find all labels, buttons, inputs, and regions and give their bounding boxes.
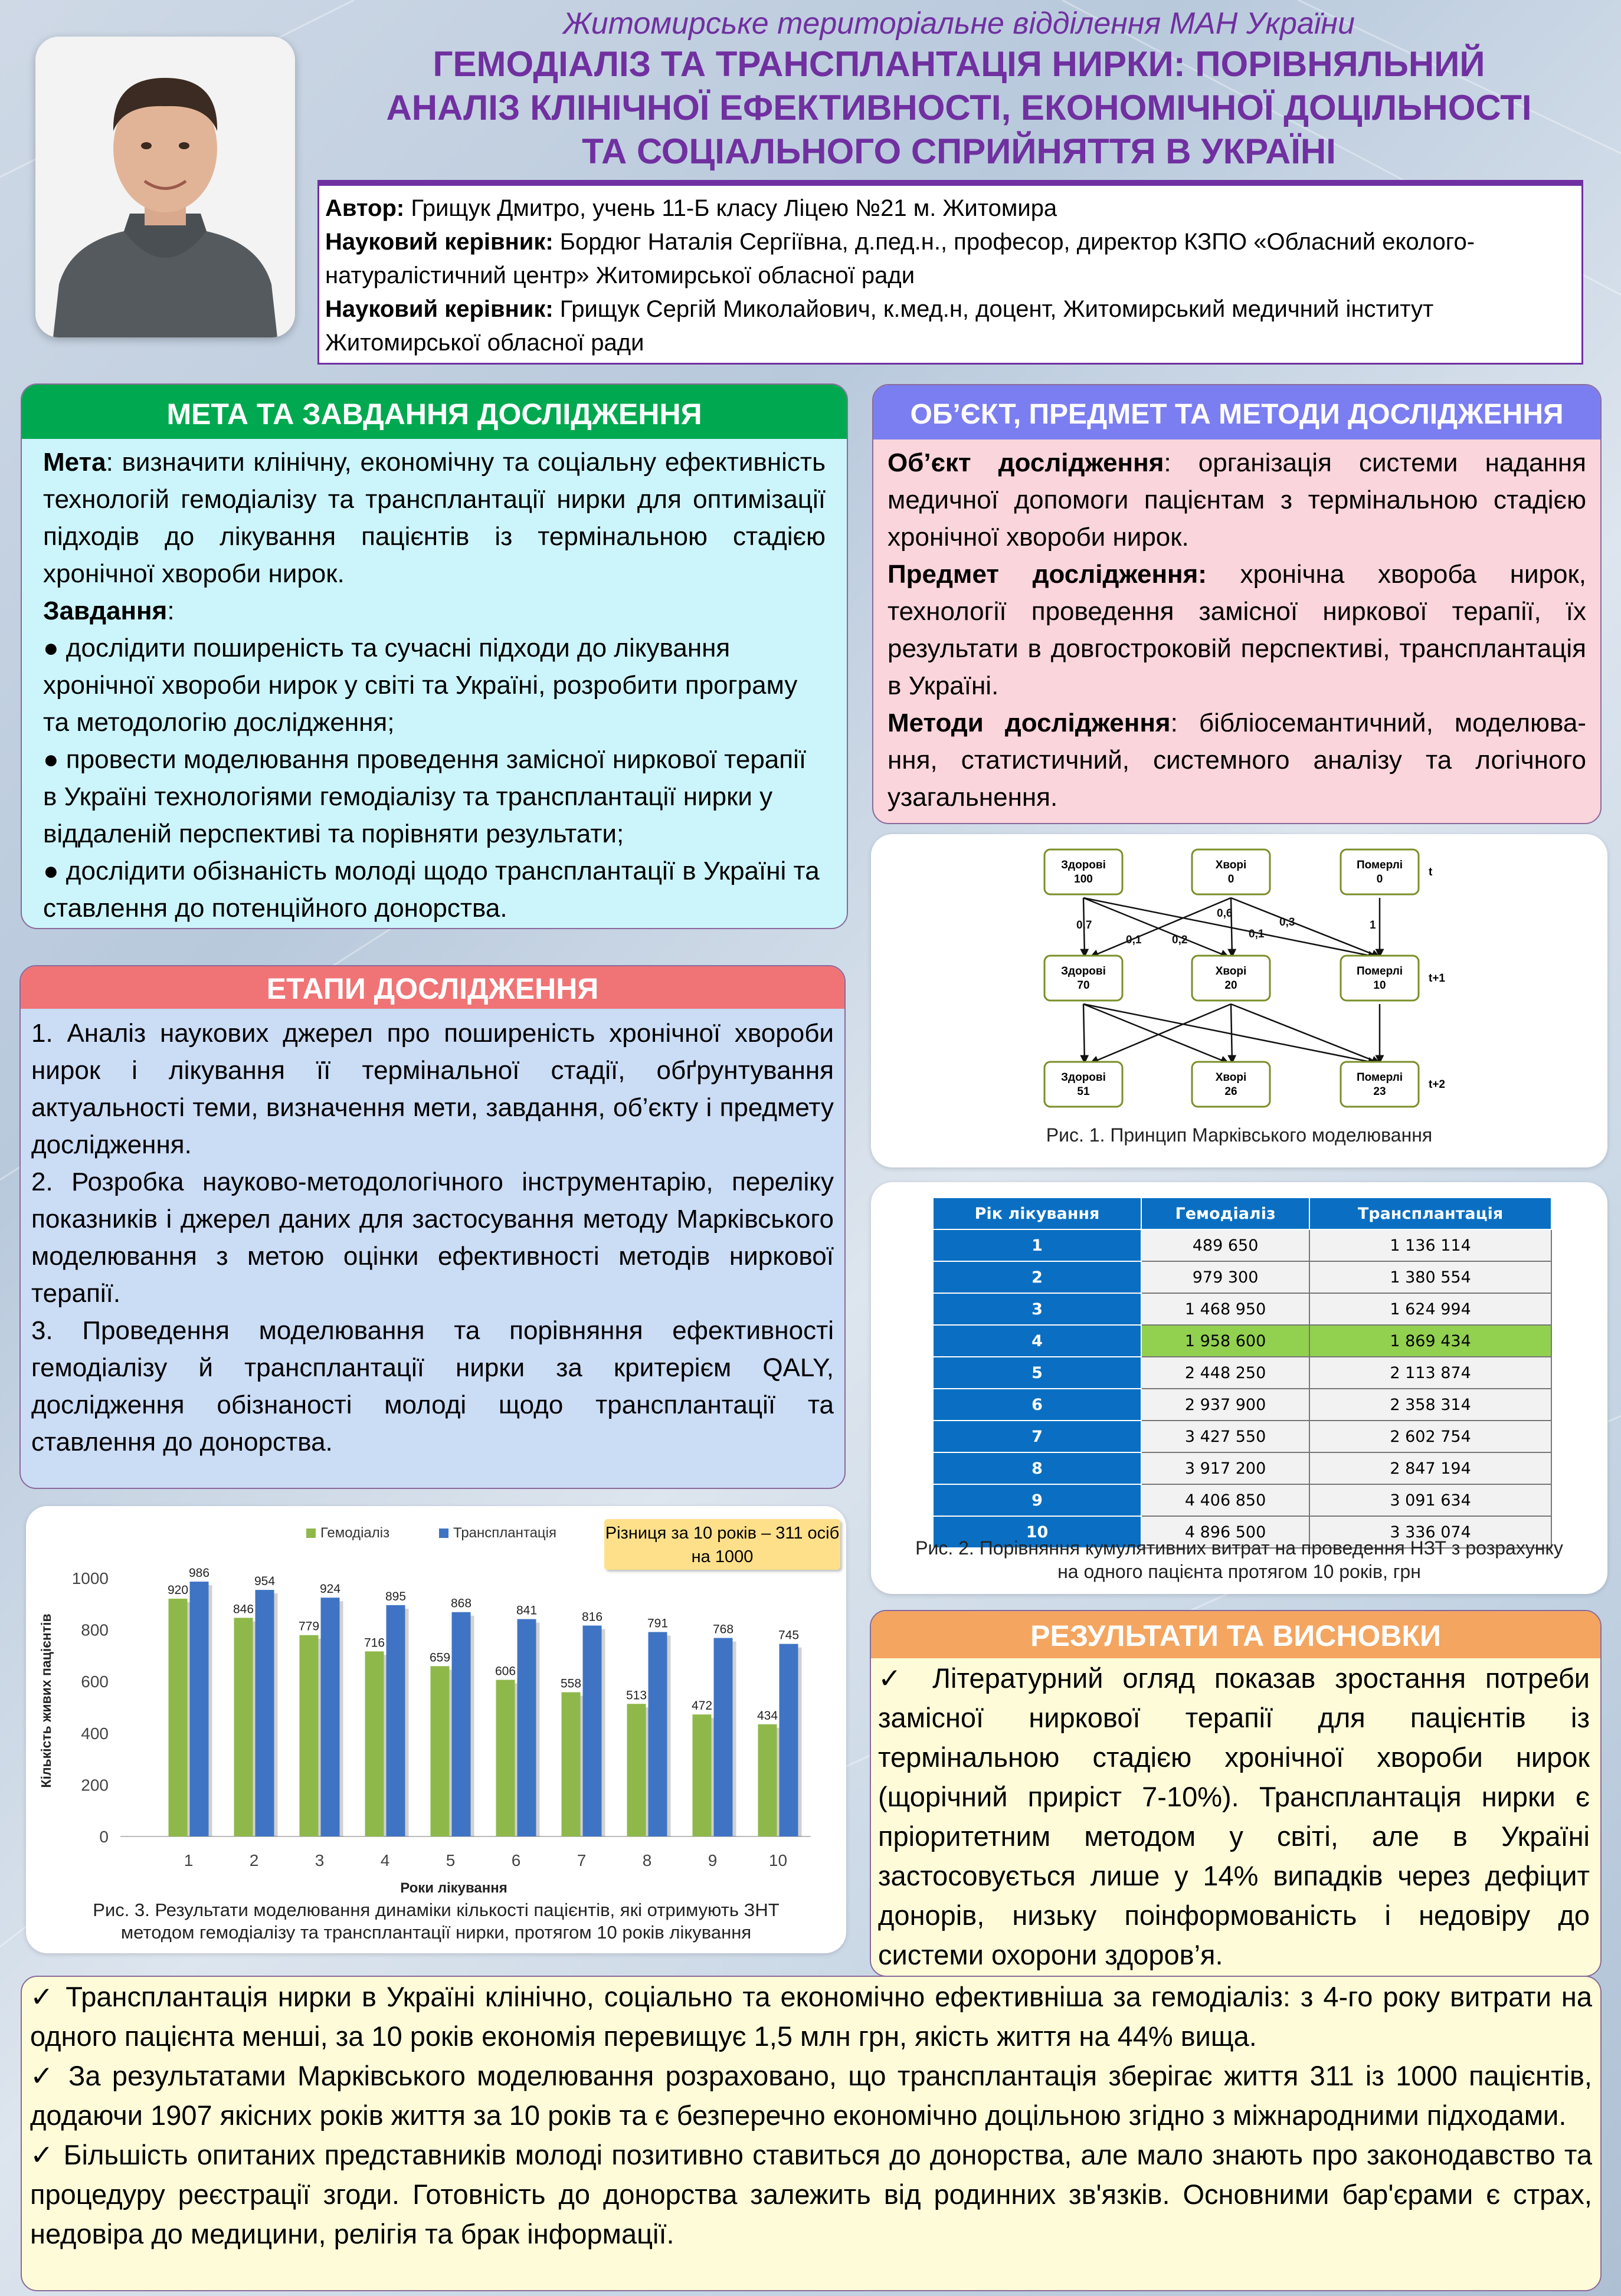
table-cell-transplant: 3 336 074	[1309, 1516, 1551, 1548]
bar	[169, 1599, 188, 1836]
legend-swatch	[306, 1529, 316, 1538]
bar	[714, 1638, 733, 1836]
author-line	[325, 192, 1576, 225]
bar-shadow	[733, 1642, 736, 1836]
table-row	[933, 1229, 1551, 1261]
bar-shadow	[667, 1635, 671, 1836]
table-cell-transplant: 1 869 434	[1309, 1325, 1551, 1357]
bar-value-label: 434	[757, 1708, 778, 1723]
markov-node	[1341, 849, 1419, 894]
markov-node	[1341, 1062, 1419, 1107]
stages-body	[21, 1009, 844, 1467]
bar-value-label: 895	[385, 1589, 407, 1603]
bar	[190, 1582, 209, 1836]
supervisor-2-text: Грищук Сергій Миколайович, к.мед.н, доцент, Житомирський медичний інститут Житомирської обласної ради	[325, 296, 1434, 356]
bar-value-label: 920	[167, 1583, 189, 1597]
author-text: Грищук Дмитро, учень 11-Б класу Ліцею №21 м. Житомира	[404, 195, 1057, 221]
markov-node-value: 26	[1224, 1085, 1237, 1098]
bar-shadow	[602, 1629, 605, 1836]
x-tick-label: 1	[184, 1851, 194, 1869]
table-cell-hemodialysis: 2 448 250	[1141, 1357, 1309, 1389]
x-axis-label: Роки лікування	[400, 1880, 507, 1896]
markov-node	[1341, 956, 1419, 1001]
x-tick-label: 8	[642, 1851, 652, 1869]
stage-item: 3. Проведення моделювання та порівняння ефективності гемодіалізу й трансплантації нирки за критерієм QALY, дослідження обізнаності молоді щодо трансплантації та ставлення до донорства.	[31, 1316, 834, 1457]
table-cell-year: 9	[933, 1484, 1141, 1516]
prob-label: 0,1	[1126, 934, 1142, 946]
x-tick-label: 6	[511, 1851, 521, 1869]
supervisor-1-text: Бордюг Наталія Сергіївна, д.пед.н., професор, директор КЗПО «Обласний еколого-натуралістичний центр» Житомирської обласної ради	[325, 229, 1475, 288]
bar-value-label: 791	[647, 1616, 669, 1631]
object-label: Об’єкт дослідження	[888, 448, 1164, 477]
y-tick-label: 0	[99, 1828, 109, 1846]
table-row	[933, 1389, 1551, 1421]
supervisor-2-label: Науковий керівник:	[325, 296, 554, 322]
markov-node-value: 10	[1373, 979, 1386, 992]
task-item: ● дослідити обізнаність молоді щодо трансплантації в Україні та ставлення до потенційного донорства.	[43, 857, 820, 923]
x-tick-label: 5	[446, 1851, 456, 1869]
bar-value-label: 816	[581, 1610, 603, 1624]
table-cell-hemodialysis: 3 917 200	[1141, 1452, 1309, 1484]
markov-node-label: Здорові	[1061, 1071, 1106, 1084]
difference-annotation: Різниця за 10 років – 311 осіб на 1000	[604, 1519, 840, 1570]
bar-value-label: 659	[429, 1651, 451, 1665]
table-cell-year: 1	[933, 1229, 1141, 1261]
title-line-3: ТА СОЦІАЛЬНОГО СПРИЙНЯТТЯ В УКРАЇНІ	[582, 132, 1336, 171]
table-row	[933, 1357, 1551, 1389]
table-cell-year: 5	[933, 1357, 1141, 1389]
bar-value-label: 779	[298, 1619, 320, 1634]
legend-swatch	[439, 1529, 448, 1538]
supervisor-2-line	[325, 293, 1576, 360]
person-portrait-image	[35, 37, 295, 337]
markov-caption: Рис. 1. Принцип Марківського моделювання	[1046, 1124, 1433, 1146]
prob-label: 0,1	[1249, 928, 1265, 940]
conclusion-item: ✓ Більшість опитаних представників молоді позитивно ставиться до донорства, але мало знають про законодавство та процедуру реєстрації згоди. Готовність до донорства залежить від родинних зв'язків. Основними бар'єрами є страх, недовіра до медицини, релігія та брак інформації.	[30, 2139, 1592, 2249]
x-tick-label: 3	[315, 1851, 325, 1869]
markov-node	[1044, 849, 1122, 894]
object-heading: ОБ’ЄКТ, ПРЕДМЕТ ТА МЕТОДИ ДОСЛІДЖЕННЯ	[873, 385, 1600, 439]
markov-node-label: Померлі	[1356, 965, 1403, 978]
bar	[649, 1632, 667, 1836]
table-row	[933, 1421, 1551, 1452]
table-cell-transplant: 2 847 194	[1309, 1452, 1551, 1484]
table-cell-hemodialysis: 489 650	[1141, 1229, 1309, 1261]
table-cell-hemodialysis: 979 300	[1141, 1261, 1309, 1293]
markov-node-value: 0	[1227, 873, 1234, 885]
bar-shadow	[340, 1601, 343, 1836]
markov-node-label: Хворі	[1215, 859, 1247, 871]
header-transplant: Трансплантація	[1309, 1198, 1551, 1229]
bar	[758, 1724, 777, 1836]
bar-shadow	[471, 1616, 474, 1836]
x-tick-label: 2	[249, 1851, 259, 1869]
chart-caption-line: Рис. 3. Результати моделювання динаміки кількості пацієнтів, які отримують ЗНТ	[93, 1900, 780, 1920]
markov-node-label: Померлі	[1356, 859, 1403, 871]
goal-text: : визначити клінічну, економічну та соціальну ефективність технологій гемодіалізу та трансплантації нирки для оптимізації підходів до лікування пацієнтів із термінальною стадією хронічної хвороби нирок.	[43, 448, 826, 588]
bar-value-label: 846	[232, 1602, 254, 1616]
subject-text: хронічна хвороба нирок, технології проведення замісної ниркової терапії, їх результати в довгостроковій перспективі, трансплантація в Україні.	[888, 560, 1586, 700]
methods-paragraph	[888, 704, 1586, 816]
table-cell-hemodialysis: 1 958 600	[1141, 1325, 1309, 1357]
table-cell-transplant: 1 380 554	[1309, 1261, 1551, 1293]
bar-shadow	[274, 1593, 278, 1836]
prob-label: 1	[1370, 919, 1376, 931]
markov-diagram	[871, 834, 1607, 1141]
bar-value-label: 841	[516, 1603, 538, 1618]
table-cell-transplant: 1 136 114	[1309, 1229, 1551, 1261]
survival-chart-box	[26, 1506, 846, 1953]
table-cell-transplant: 2 113 874	[1309, 1357, 1551, 1389]
bar-shadow	[536, 1623, 540, 1836]
legend-label: Трансплантація	[453, 1525, 557, 1541]
results-heading: РЕЗУЛЬТАТИ ТА ВИСНОВКИ	[871, 1611, 1600, 1658]
subject-label: Предмет дослідження:	[888, 560, 1207, 589]
table-row	[933, 1484, 1551, 1516]
bar-shadow	[405, 1609, 409, 1836]
table-cell-year: 2	[933, 1261, 1141, 1293]
markov-node	[1044, 956, 1122, 1001]
bar-value-label: 716	[364, 1636, 385, 1650]
goal-label: Мета	[43, 448, 106, 477]
goal-heading: МЕТА ТА ЗАВДАННЯ ДОСЛІДЖЕННЯ	[22, 385, 847, 439]
prob-label: 0,2	[1172, 934, 1188, 946]
bar	[562, 1693, 581, 1836]
subject-paragraph	[888, 556, 1586, 704]
markov-node	[1192, 1062, 1270, 1107]
y-tick-label: 200	[81, 1776, 109, 1795]
results-panel	[870, 1610, 1602, 1977]
prob-label: 0,3	[1279, 916, 1295, 929]
table-caption	[871, 1536, 1607, 1583]
table-cell-transplant: 2 602 754	[1309, 1421, 1551, 1452]
supervisor-1-label: Науковий керівник:	[325, 229, 554, 255]
markov-time-label: t+2	[1429, 1078, 1445, 1091]
stage-item: 1. Аналіз наукових джерел про поширеність хронічної хвороби нирок і лікування її термінальної стадії, обґрунтування актуальності теми, визначення мети, завдання, об’єкту і предмету дослідження.	[31, 1019, 834, 1159]
goal-body	[22, 439, 847, 929]
markov-node-value: 23	[1373, 1085, 1386, 1098]
object-body	[873, 439, 1600, 821]
table-row	[933, 1452, 1551, 1484]
bar-value-label: 745	[778, 1628, 800, 1642]
object-text: : організація системи надання медичної допомоги пацієнтам з термінальною стадією хронічної хвороби нирок.	[888, 448, 1587, 552]
cost-table	[932, 1197, 1552, 1549]
bar-shadow	[798, 1648, 802, 1836]
authors-box	[317, 180, 1583, 365]
chart-caption	[26, 1899, 846, 1944]
table-header-row	[933, 1198, 1551, 1229]
author-label: Автор:	[325, 195, 405, 221]
stages-panel	[19, 965, 846, 1489]
markov-node	[1192, 956, 1270, 1001]
markov-node-label: Хворі	[1215, 1071, 1247, 1084]
bar-value-label: 768	[712, 1622, 734, 1636]
bar	[627, 1704, 646, 1836]
object-panel	[872, 384, 1602, 824]
header-year: Рік лікування	[933, 1198, 1141, 1229]
goal-paragraph	[43, 444, 826, 592]
conclusion-item: ✓ Трансплантація нирки в Україні клінічно, соціально та економічно ефективніша за гемодіаліз: з 4-го року витрати на одного пацієнта менші, за 10 років економія перевищує 1,5 млн грн, якість життя на 44% вища.	[30, 1981, 1592, 2052]
title-line-1: ГЕМОДІАЛІЗ ТА ТРАНСПЛАНТАЦІЯ НИРКИ: ПОРІВНЯЛЬНИЙ	[433, 44, 1485, 84]
bar-shadow	[209, 1585, 212, 1836]
stage-item: 2. Розробка науково-методологічного інструментарію, переліку показників і джерел даних для застосування методу Марківського моделювання з метою оцінки ефективності методів ниркової терапії.	[31, 1167, 834, 1308]
markov-time-label: t+1	[1429, 972, 1445, 985]
table-cell-transplant: 1 624 994	[1309, 1293, 1551, 1325]
markov-node	[1044, 1062, 1122, 1107]
table-cell-year: 6	[933, 1389, 1141, 1421]
bar	[693, 1714, 712, 1836]
bar-value-label: 558	[560, 1677, 582, 1691]
table-cell-hemodialysis: 2 937 900	[1141, 1389, 1309, 1421]
y-tick-label: 800	[81, 1621, 109, 1639]
table-cell-transplant: 3 091 634	[1309, 1484, 1551, 1516]
table-row	[933, 1293, 1551, 1325]
markov-node-value: 0	[1376, 873, 1383, 885]
bar	[518, 1619, 536, 1836]
result-item: ✓ Літературний огляд показав зростання потреби замісної ниркової терапії для пацієнтів із термінальною стадією хронічної хвороби нирок (щорічний приріст 7-10%). Трансплантація нирки є пріоритетним методом у світі, але в Україні застосовується лише у 14% випадків через дефіцит донорів, низьку поінформованість і недовіру до системи охорони здоров’я.	[878, 1662, 1590, 1970]
bar	[321, 1598, 340, 1836]
markov-node-label: Здорові	[1061, 965, 1106, 978]
bar	[365, 1651, 384, 1836]
object-paragraph	[888, 444, 1586, 556]
bar-value-label: 606	[495, 1664, 516, 1678]
header-hemodialysis: Гемодіаліз	[1141, 1198, 1309, 1229]
y-tick-label: 600	[81, 1672, 109, 1691]
table-cell-year: 7	[933, 1421, 1141, 1452]
table-cell-hemodialysis: 3 427 550	[1141, 1421, 1309, 1452]
markov-node-value: 51	[1077, 1085, 1090, 1098]
table-cell-year: 3	[933, 1293, 1141, 1325]
bar	[780, 1644, 798, 1836]
bar-value-label: 868	[450, 1596, 472, 1611]
stages-heading: ЕТАПИ ДОСЛІДЖЕННЯ	[21, 966, 844, 1009]
table-cell-hemodialysis: 1 468 950	[1141, 1293, 1309, 1325]
x-tick-label: 9	[708, 1851, 718, 1869]
table-caption-line: Рис. 2. Порівняння кумулятивних витрат на проведення НЗТ з розрахунку	[915, 1537, 1563, 1559]
methods-label: Методи дослідження	[888, 709, 1171, 737]
tasks-title	[43, 592, 826, 629]
legend-label: Гемодіаліз	[320, 1525, 390, 1541]
bar-value-label: 924	[319, 1582, 341, 1596]
task-item: ● провести моделювання проведення замісної ниркової терапії в Україні технологіями гемодіалізу та трансплантації нирки у віддаленій перспективі та порівняти результати;	[43, 745, 807, 848]
methods-text: : бібліосемантичний, моделюва-ння, статистичний, системного аналізу та логічного узагальнення.	[888, 709, 1586, 812]
bar-value-label: 954	[254, 1575, 276, 1589]
prob-label: 0,6	[1217, 907, 1233, 920]
markov-node	[1192, 849, 1270, 894]
title-line-2: АНАЛІЗ КЛІНІЧНОЇ ЕФЕКТИВНОСТІ, ЕКОНОМІЧНОЇ ДОЦІЛЬНОСТІ	[386, 88, 1532, 127]
bar	[256, 1590, 274, 1836]
x-tick-label: 7	[577, 1851, 587, 1869]
task-item: ● дослідити поширеність та сучасні підходи до лікування хронічної хвороби нирок у світі та Україні, розробити програму та методологію дослідження;	[43, 634, 798, 737]
table-cell-hemodialysis: 4 896 500	[1141, 1516, 1309, 1548]
markov-time-label: t	[1429, 866, 1433, 878]
author-photo	[35, 37, 295, 337]
tasks-label: Завдання	[43, 596, 168, 625]
table-row	[933, 1261, 1551, 1293]
goal-panel	[21, 383, 848, 929]
markov-node-value: 100	[1074, 873, 1093, 885]
table-cell-year: 8	[933, 1452, 1141, 1484]
table-cell-year: 10	[933, 1516, 1141, 1548]
supervisor-1-line	[325, 225, 1576, 293]
table-row	[933, 1325, 1551, 1357]
results-body	[871, 1658, 1600, 1974]
chart-caption-line: методом гемодіалізу та трансплантації нирки, протягом 10 років лікування	[120, 1922, 752, 1943]
poster-title	[330, 42, 1587, 173]
table-cell-hemodialysis: 4 406 850	[1141, 1484, 1309, 1516]
bar	[583, 1626, 602, 1836]
markov-node-value: 20	[1224, 979, 1237, 992]
x-tick-label: 4	[380, 1851, 390, 1869]
x-tick-label: 10	[768, 1851, 788, 1869]
markov-diagram-box	[871, 834, 1607, 1167]
organization-name: Житомирське територіальне відділення МАН України	[563, 6, 1355, 41]
markov-node-label: Хворі	[1215, 965, 1247, 978]
conclusions-body	[22, 1977, 1600, 2254]
markov-node-label: Здорові	[1061, 859, 1106, 871]
bar	[431, 1666, 450, 1836]
y-tick-label: 1000	[71, 1569, 109, 1587]
y-axis-label: Кількість живих пацієнтів	[38, 1613, 54, 1788]
tasks-colon: :	[167, 596, 175, 625]
bar	[300, 1635, 319, 1836]
y-tick-label: 400	[81, 1724, 109, 1743]
bar-value-label: 986	[188, 1566, 210, 1580]
markov-node-value: 70	[1077, 979, 1090, 992]
markov-node-label: Померлі	[1356, 1071, 1403, 1084]
cost-table-box	[871, 1182, 1607, 1594]
bar	[387, 1605, 405, 1836]
bar-value-label: 472	[691, 1699, 713, 1713]
bar	[452, 1612, 471, 1836]
conclusion-item: ✓ За результатами Марківського моделювання розраховано, що трансплантація зберігає життя 311 із 1000 пацієнтів, додаючи 1907 якісних років життя за 10 років та є безперечно економічно доцільною згідно з міжнародними підходами.	[30, 2060, 1592, 2131]
bar-value-label: 513	[626, 1688, 647, 1703]
bar	[496, 1680, 515, 1836]
prob-label: 0,7	[1076, 919, 1092, 931]
conclusions-panel	[21, 1976, 1602, 2291]
table-caption-line: на одного пацієнта протягом 10 років, грн	[1057, 1561, 1421, 1582]
table-cell-year: 4	[933, 1325, 1141, 1357]
bar	[234, 1618, 253, 1836]
table-cell-transplant: 2 358 314	[1309, 1389, 1551, 1421]
